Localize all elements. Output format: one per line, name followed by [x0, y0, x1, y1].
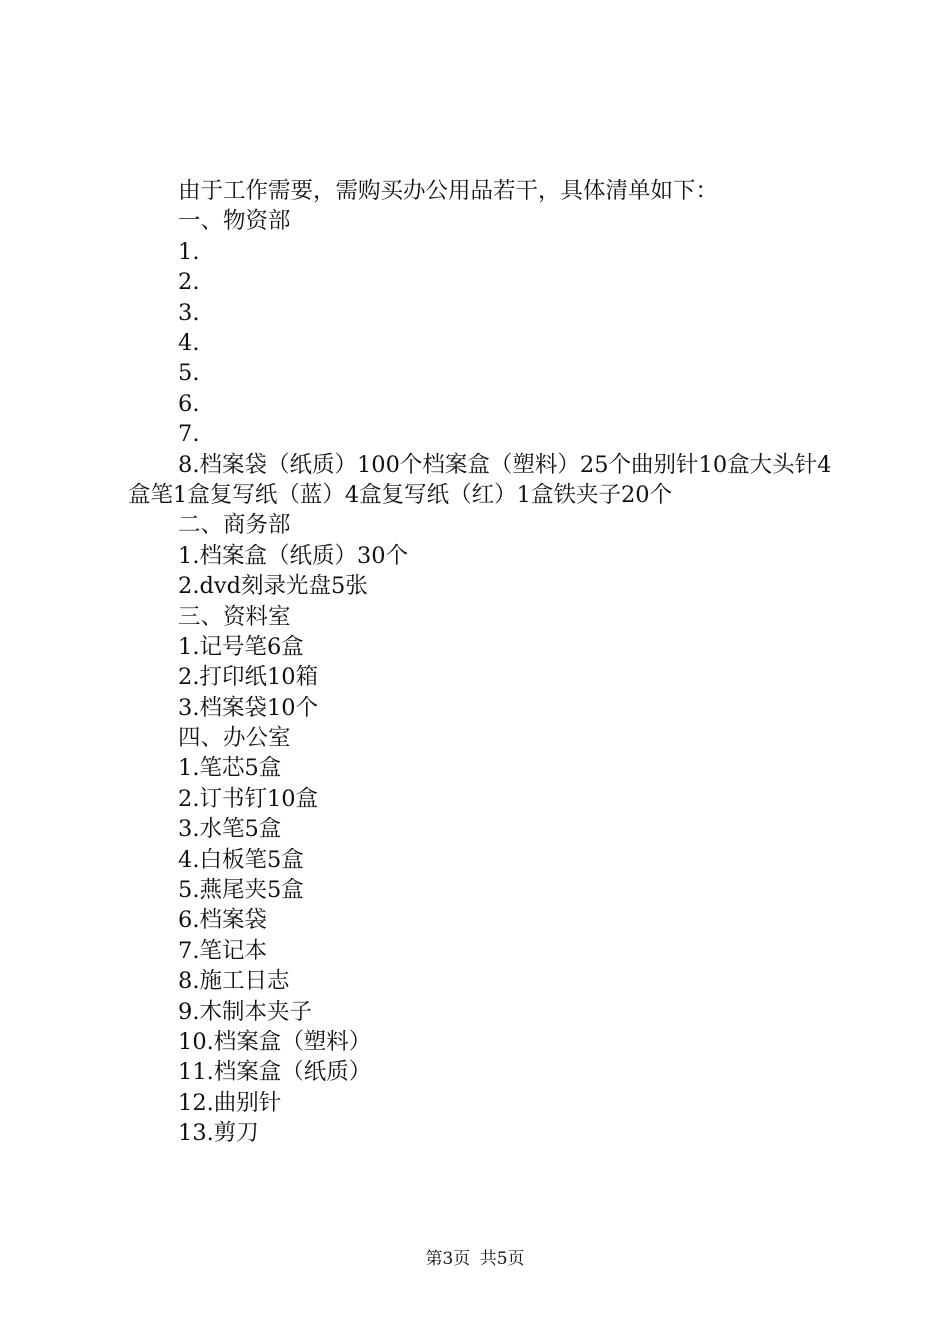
list-item: 7.笔记本	[178, 937, 267, 964]
list-item: 10.档案盒（塑料）	[178, 1028, 372, 1055]
list-item: 11.档案盒（纸质）	[178, 1059, 372, 1086]
list-item: 2.打印纸10箱	[178, 664, 319, 691]
list-item-long: 8.档案袋（纸质）100个档案盒（塑料）25个曲别针10盒大头针4盒笔1盒复写纸（蓝）4盒复写纸（红）1盒铁夹子20个	[128, 451, 832, 508]
list-item: 7.	[178, 421, 200, 448]
page-footer	[0, 1244, 950, 1269]
list-item: 2.	[178, 269, 200, 296]
list-item: 1.档案盒（纸质）30个	[178, 542, 409, 569]
list-item: 2.dvd刻录光盘5张	[178, 573, 368, 600]
list-item: 9.木制本夹子	[178, 998, 312, 1025]
section-heading: 一、物资部	[178, 208, 291, 235]
list-item: 6.档案袋	[178, 907, 267, 934]
list-item: 5.	[178, 360, 200, 387]
list-item: 5.燕尾夹5盒	[178, 877, 304, 904]
page-total: 共5页	[479, 1249, 525, 1269]
page-number: 第3页	[425, 1249, 471, 1269]
list-item: 6.	[178, 390, 200, 417]
list-item: 1.记号笔6盒	[178, 633, 304, 660]
list-item: 4.	[178, 329, 200, 356]
section-heading: 二、商务部	[178, 512, 291, 539]
section-heading: 四、办公室	[178, 725, 291, 752]
list-item: 13.剪刀	[178, 1120, 259, 1147]
document-body	[128, 176, 834, 1149]
list-item: 12.曲别针	[178, 1089, 282, 1116]
list-item: 1.笔芯5盒	[178, 755, 282, 782]
list-item: 3.水笔5盒	[178, 816, 282, 843]
list-item: 2.订书钉10盒	[178, 785, 319, 812]
list-item: 4.白板笔5盒	[178, 846, 304, 873]
list-item: 3.	[178, 299, 200, 326]
list-item: 3.档案袋10个	[178, 694, 319, 721]
section-heading: 三、资料室	[178, 603, 291, 630]
list-item: 1.	[178, 238, 200, 265]
intro-line: 由于工作需要，需购买办公用品若干，具体清单如下：	[178, 178, 719, 204]
list-item: 8.施工日志	[178, 968, 290, 995]
